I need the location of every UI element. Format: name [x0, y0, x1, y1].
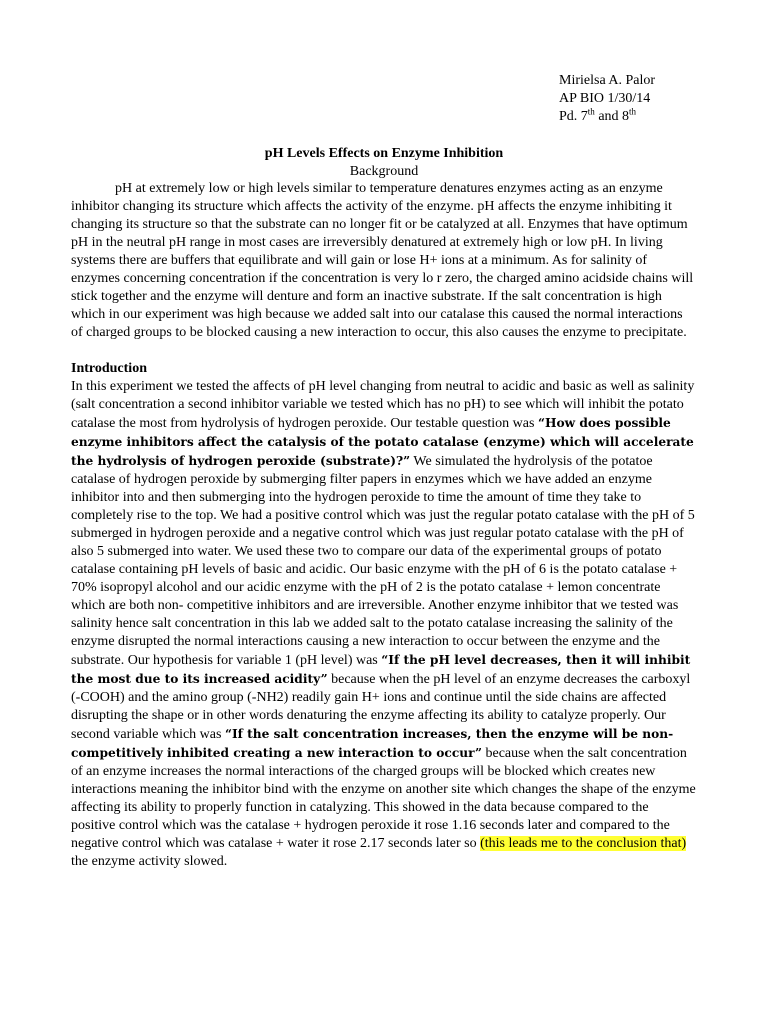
- document-body: [71, 180, 696, 871]
- period-superscript-1: th: [587, 106, 595, 117]
- document-title: pH Levels Effects on Enzyme Inhibition: [264, 146, 504, 161]
- highlighted-text: (this leads me to the conclusion that): [480, 836, 687, 851]
- testable-question-quote: “How does possible enzyme inhibitors affect the catalysis of the potato catalase (enzyme) which will accelerate the hydrolysis of hydrogen peroxide (substrate)?”: [71, 416, 694, 468]
- introduction-paragraph: [71, 378, 696, 871]
- period-prefix: Pd. 7: [559, 109, 588, 124]
- intro-text-part-5: the enzyme activity slowed.: [71, 854, 228, 869]
- title-block: [0, 145, 768, 181]
- intro-text-part-2: We simulated the hydrolysis of the potatoe catalase of hydrogen peroxide by submerging filter papers in enzymes which we have added an enzyme inhibitor into and then submerging into the hydrogen peroxide to time the amount of time they take to completely rise to the top. We had a positive control which was just the regular potato catalase with the pH of 5 submerged in hydrogen peroxide and a negative control which was just regular potato catalase with the pH of also 5 submerged into water. We used these two to compare our data of the experimental groups of potato catalase containing pH levels of basic and acidic. Our basic enzyme with the pH of 6 is the potato catalase + 70% isopropyl alcohol and our acidic enzyme with the pH of 2 is the potato catalase + lemon concentrate which are both non- competitive inhibitors and are irreversible. Another enzyme inhibitor that we tested was salinity hence salt concentration in this lab we added salt to the potato catalase increasing the salinity of the enzyme disrupted the normal interactions causing a new interaction to occur between the enzyme and the substrate. Our hypothesis for variable 1 (pH level) was: [71, 454, 695, 668]
- intro-text-part-3: because when the pH level of an enzyme decreases the carboxyl (-COOH) and the amino group (-NH2) readily gain H+ ions and continue until the side chains are affected disrupting the shape or in other words denaturing the enzyme affecting its ability to catalyze properly. Our second variable which was: [71, 672, 691, 742]
- hypothesis-2-quote: “If the salt concentration increases, then the enzyme will be non-competitively inhibited creating a new interaction to occur”: [71, 727, 674, 760]
- period-middle: and 8: [594, 109, 630, 124]
- background-paragraph: pH at extremely low or high levels similar to temperature denatures enzymes acting as an enzyme inhibitor changing its structure which affects the activity of the enzyme. pH affects the enzyme inhibiting it changing its structure so that the substrate can no longer fit or be catalyzed at all. Enzymes that have optimum pH in the neutral pH range in most cases are irreversibly denatured at extremely high or low pH. In living systems there are buffers that equilibrate and will gain or lose H+ ions at a minimum. As for salinity of enzymes concerning concentration if the concentration is very lo r zero, the charged amino acidside chains will stick together and the enzyme will denture and form an inactive substrate. If the salt concentration is high which in our experiment was high because we added salt into our catalase this caused the normal interactions of charged groups to be blocked causing a new interaction to occur, this also causes the enzyme to precipitate.: [71, 181, 694, 340]
- period-superscript-2: th: [629, 106, 637, 117]
- intro-text-part-4: because when the salt concentration of an enzyme increases the normal interactions of the charged groups will be blocked which creates new interactions meaning the inhibitor bind with the enzyme on another site which changes the shape of the enzyme affecting its ability to properly function in catalyzing. This showed in the data because compared to the positive control which was the catalase + hydrogen peroxide it rose 1.16 seconds later and compared to the negative control which was catalase + water it rose 2.17 seconds later so: [71, 746, 696, 851]
- author-name: Mirielsa A. Palor: [559, 73, 656, 88]
- paragraph-gap: [71, 342, 696, 360]
- course-date: AP BIO 1/30/14: [559, 91, 651, 106]
- intro-text-part-1: In this experiment we tested the affects of pH level changing from neutral to acidic and basic as well as salinity (salt concentration a second inhibitor variable we tested which has no pH) to see which will inhibit the potato catalase the most from hydrolysis of hydrogen peroxide. Our testable question was: [71, 379, 695, 431]
- introduction-heading: Introduction: [71, 361, 147, 376]
- hypothesis-1-quote: “If the pH level decreases, then it will inhibit the most due to its increased acidity”: [71, 653, 691, 686]
- class-period: [559, 108, 655, 126]
- author-header: [559, 72, 655, 126]
- background-heading: Background: [349, 164, 419, 179]
